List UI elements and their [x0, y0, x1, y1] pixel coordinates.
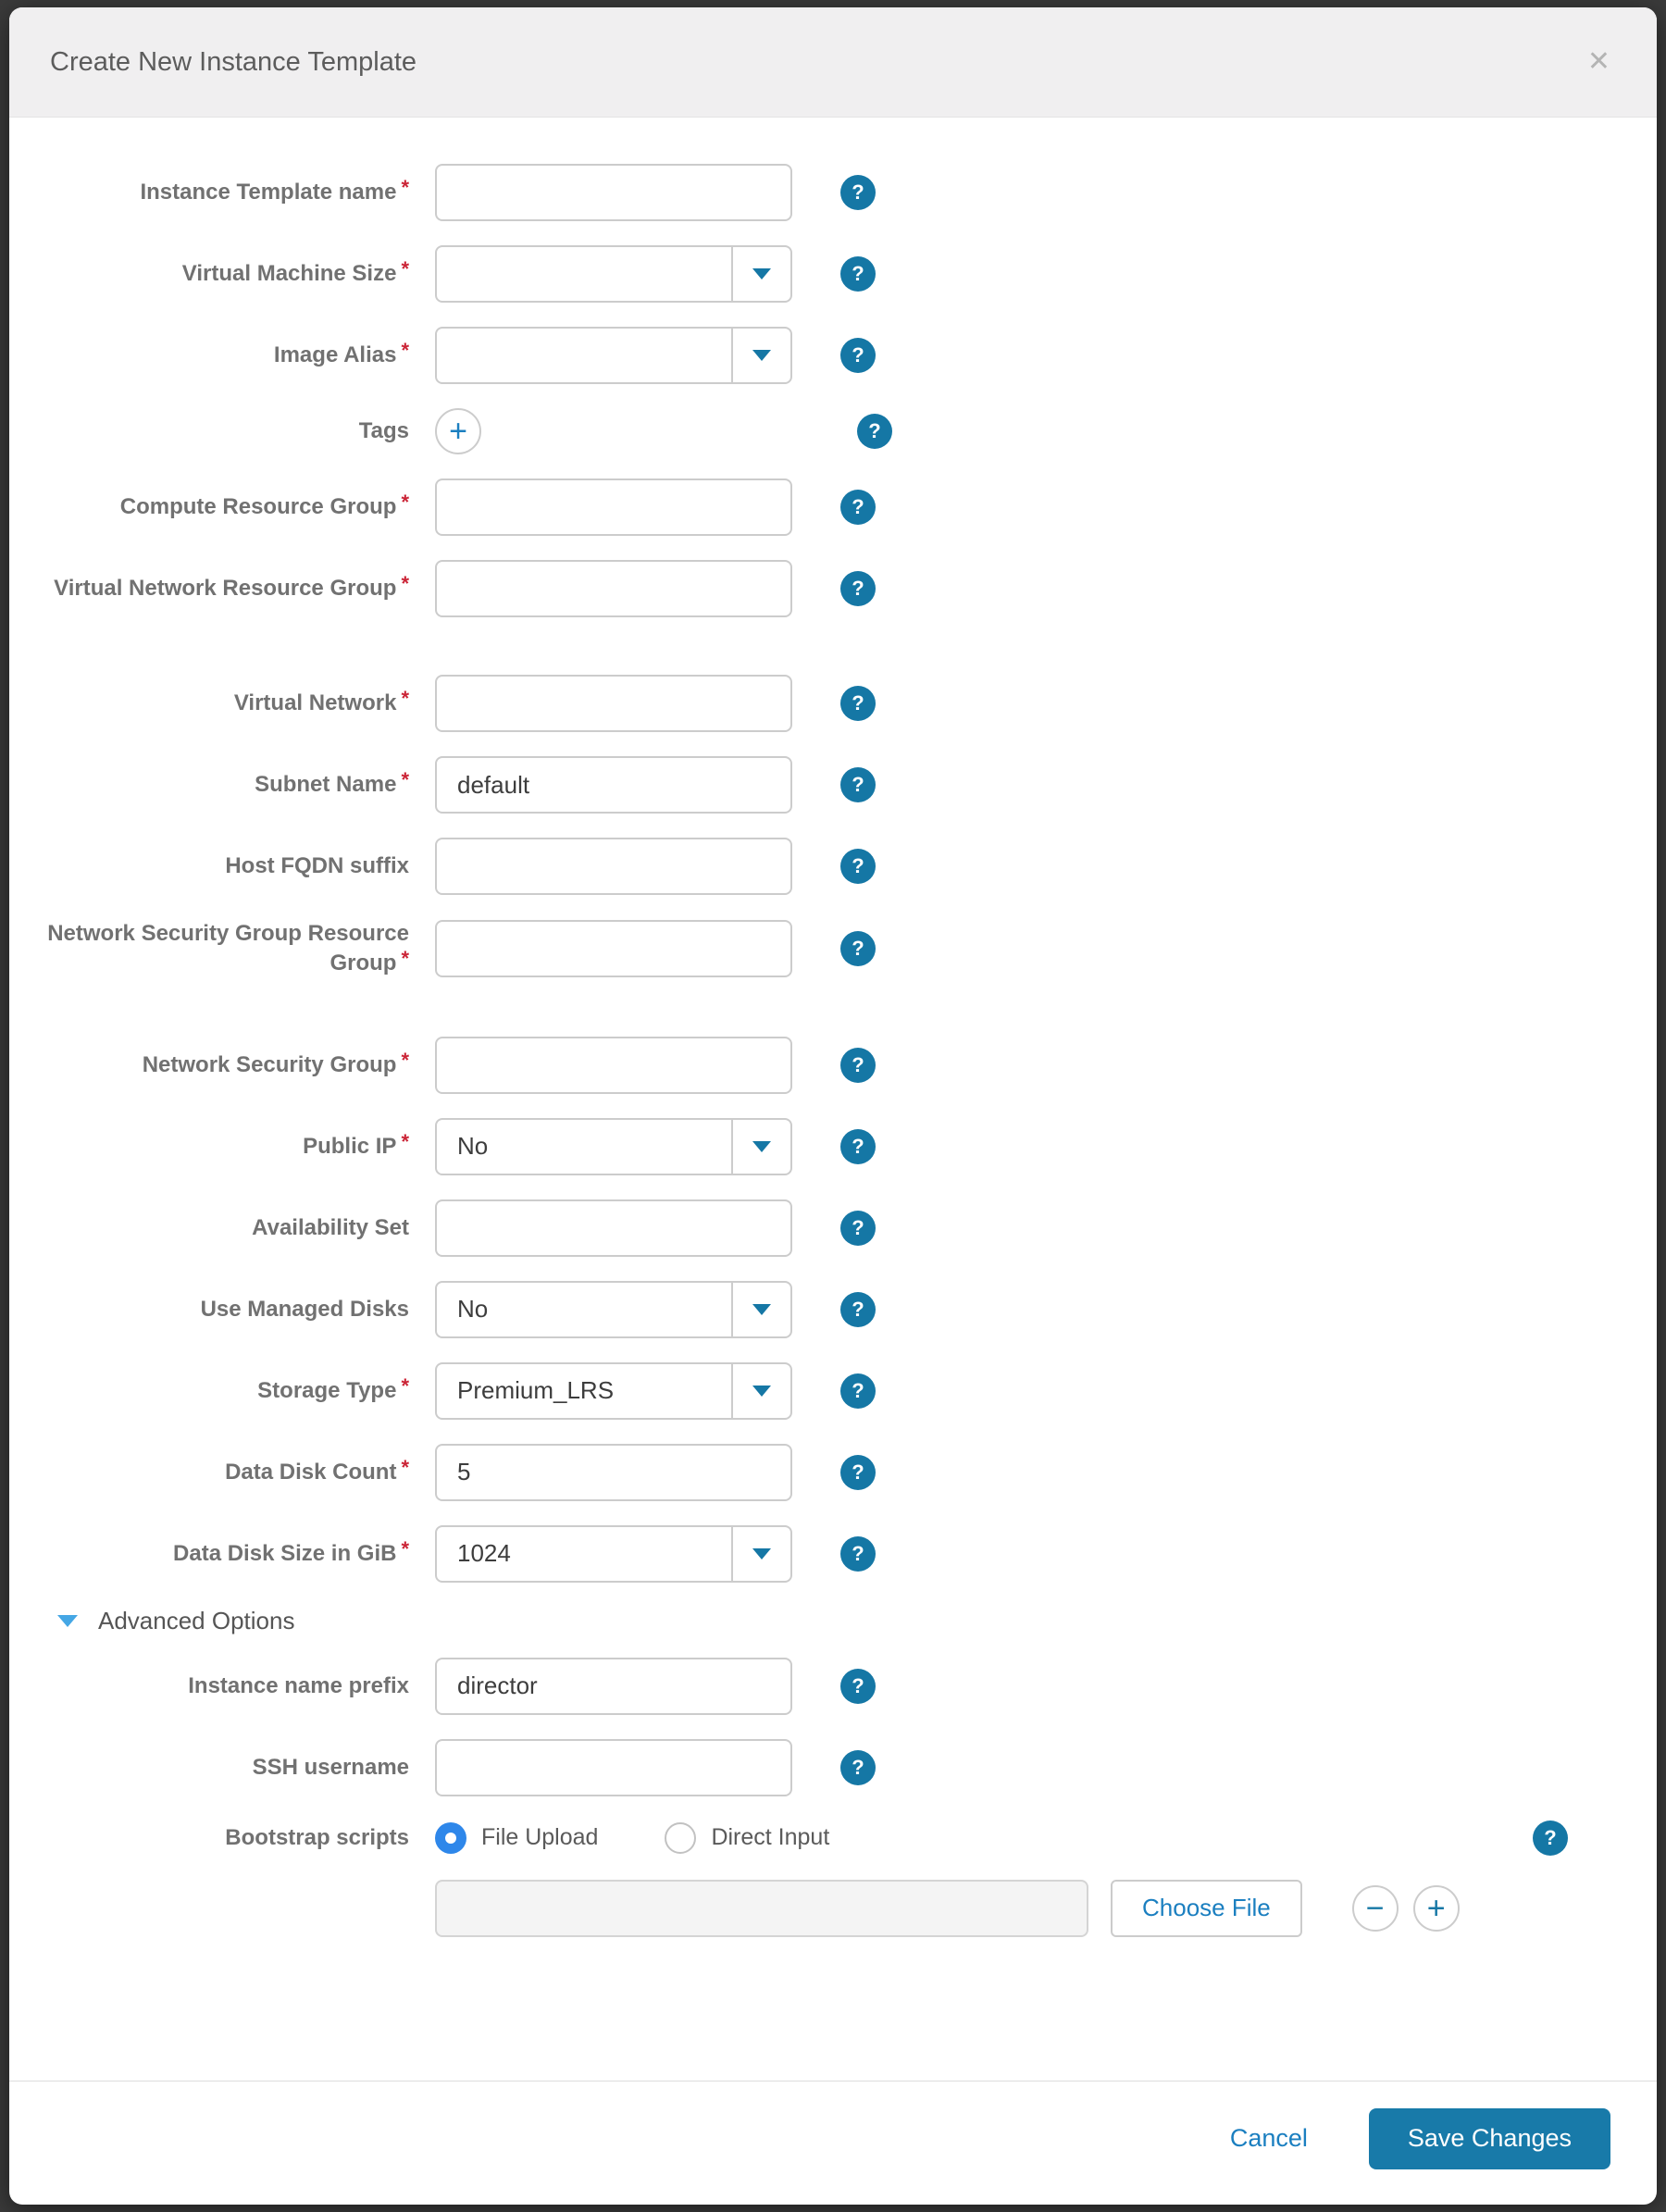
field-label-use-managed-disks: Use Managed Disks — [200, 1296, 409, 1322]
caret-down-icon — [752, 1304, 771, 1315]
advanced-options-label: Advanced Options — [98, 1606, 295, 1634]
caret-down-icon — [752, 1548, 771, 1560]
field-label-ssh-username: SSH username — [252, 1754, 409, 1780]
field-label-virtual-machine-size: Virtual Machine Size * — [181, 256, 409, 286]
required-marker: * — [401, 1536, 409, 1560]
choose-file-button[interactable]: Choose File — [1111, 1880, 1302, 1937]
radio-unselected-icon[interactable] — [665, 1822, 696, 1854]
advanced-options-toggle[interactable] — [57, 1607, 1657, 1635]
field-row-data-disk-size-in-gib — [9, 1525, 1657, 1583]
ssh-username-input[interactable] — [435, 1739, 792, 1796]
use-managed-disks-select[interactable] — [435, 1281, 792, 1338]
required-marker: * — [401, 767, 409, 791]
required-marker: * — [401, 175, 409, 199]
network-security-group-input[interactable] — [435, 1037, 792, 1094]
virtual-network-resource-group-input[interactable] — [435, 560, 792, 617]
help-icon-instance-template-name[interactable]: ? — [840, 175, 876, 210]
bootstrap-file-path-input[interactable] — [435, 1880, 1088, 1937]
field-row-instance-name-prefix — [9, 1658, 1657, 1715]
field-label-availability-set: Availability Set — [252, 1214, 409, 1240]
use-managed-disks-selected-value: No — [437, 1283, 733, 1336]
add-script-button[interactable]: + — [1413, 1885, 1460, 1932]
field-label-data-disk-count: Data Disk Count * — [225, 1455, 409, 1485]
field-row-virtual-network — [9, 675, 1657, 732]
help-icon-virtual-machine-size[interactable]: ? — [840, 256, 876, 292]
field-label-storage-type: Storage Type * — [257, 1373, 409, 1403]
help-icon-host-fqdn-suffix[interactable]: ? — [840, 849, 876, 884]
field-label-subnet-name: Subnet Name * — [255, 767, 409, 797]
image-alias-selected-value — [437, 329, 733, 382]
public-ip-select[interactable] — [435, 1118, 792, 1175]
instance-template-name-input[interactable] — [435, 164, 792, 221]
help-icon-virtual-network[interactable]: ? — [840, 686, 876, 721]
remove-script-button[interactable]: − — [1352, 1885, 1399, 1932]
bootstrap-file-row — [9, 1880, 1657, 1937]
field-label-virtual-network-resource-group: Virtual Network Resource Group * — [54, 571, 409, 601]
field-row-availability-set — [9, 1199, 1657, 1257]
public-ip-selected-value: No — [437, 1120, 733, 1174]
bootstrap-scripts-label: Bootstrap scripts — [225, 1824, 409, 1850]
instance-name-prefix-input[interactable] — [435, 1658, 792, 1715]
field-label-network-security-group: Network Security Group * — [142, 1048, 409, 1077]
help-icon-network-security-group[interactable]: ? — [840, 1048, 876, 1083]
radio-option-label: File Upload — [481, 1824, 599, 1851]
cancel-button[interactable]: Cancel — [1229, 2124, 1308, 2152]
dropdown-arrow-button[interactable] — [733, 1364, 790, 1418]
help-icon-availability-set[interactable]: ? — [840, 1211, 876, 1246]
help-icon-subnet-name[interactable]: ? — [840, 767, 876, 802]
subnet-name-input[interactable] — [435, 756, 792, 814]
save-changes-button[interactable]: Save Changes — [1369, 2108, 1610, 2169]
help-icon-network-security-group-resource-group[interactable]: ? — [840, 931, 876, 966]
dialog-body — [9, 118, 1657, 2081]
host-fqdn-suffix-input[interactable] — [435, 838, 792, 895]
help-icon-tags[interactable]: ? — [857, 414, 892, 449]
radio-option-direct-input[interactable] — [665, 1822, 829, 1854]
required-marker: * — [401, 490, 409, 514]
field-row-virtual-machine-size — [9, 245, 1657, 303]
storage-type-selected-value: Premium_LRS — [437, 1364, 733, 1418]
caret-down-icon — [752, 350, 771, 361]
caret-down-icon — [752, 1141, 771, 1152]
required-marker: * — [401, 686, 409, 710]
dialog-footer — [9, 2081, 1657, 2205]
field-row-network-security-group — [9, 1037, 1657, 1094]
help-icon-storage-type[interactable]: ? — [840, 1373, 876, 1409]
field-row-data-disk-count — [9, 1444, 1657, 1501]
field-label-instance-template-name: Instance Template name * — [140, 175, 409, 205]
field-label-virtual-network: Virtual Network * — [233, 686, 409, 715]
help-icon-instance-name-prefix[interactable]: ? — [840, 1669, 876, 1704]
virtual-machine-size-select[interactable] — [435, 245, 792, 303]
field-row-subnet-name — [9, 756, 1657, 814]
bootstrap-scripts-row — [9, 1821, 1657, 1856]
help-icon-public-ip[interactable]: ? — [840, 1129, 876, 1164]
storage-type-select[interactable] — [435, 1362, 792, 1420]
network-security-group-resource-group-input[interactable] — [435, 920, 792, 977]
field-row-tags — [9, 408, 1657, 454]
dialog-header — [9, 7, 1657, 118]
caret-down-icon — [752, 1386, 771, 1397]
field-label-compute-resource-group: Compute Resource Group * — [119, 490, 409, 519]
form-fields — [9, 164, 1657, 1583]
required-marker: * — [401, 1129, 409, 1153]
field-row-image-alias — [9, 327, 1657, 384]
field-row-public-ip — [9, 1118, 1657, 1175]
field-label-data-disk-size-in-gib: Data Disk Size in GiB * — [173, 1536, 409, 1566]
radio-option-label: Direct Input — [711, 1824, 830, 1851]
help-icon-compute-resource-group[interactable]: ? — [840, 490, 876, 525]
tags-add-button[interactable]: + — [435, 408, 481, 454]
required-marker: * — [401, 947, 409, 971]
field-row-use-managed-disks — [9, 1281, 1657, 1338]
bootstrap-scripts-radio-group — [435, 1822, 829, 1854]
chevron-down-icon — [57, 1615, 78, 1627]
required-marker: * — [401, 338, 409, 362]
help-icon-image-alias[interactable]: ? — [840, 338, 876, 373]
field-row-virtual-network-resource-group — [9, 560, 1657, 617]
help-icon-bootstrap-scripts[interactable]: ? — [1533, 1821, 1568, 1856]
help-icon-use-managed-disks[interactable]: ? — [840, 1292, 876, 1327]
dropdown-arrow-button[interactable] — [733, 1527, 790, 1581]
advanced-fields — [9, 1658, 1657, 1796]
field-label-host-fqdn-suffix: Host FQDN suffix — [225, 852, 409, 878]
virtual-network-input[interactable] — [435, 675, 792, 732]
radio-option-file-upload[interactable] — [435, 1822, 598, 1854]
field-row-host-fqdn-suffix — [9, 838, 1657, 895]
field-label-tags: Tags — [358, 417, 409, 443]
field-row-network-security-group-resource-group — [9, 919, 1657, 979]
dropdown-arrow-button[interactable] — [733, 1120, 790, 1174]
required-marker: * — [401, 1373, 409, 1398]
radio-selected-icon[interactable] — [435, 1822, 466, 1854]
required-marker: * — [401, 1455, 409, 1479]
dropdown-arrow-button[interactable] — [733, 247, 790, 301]
field-row-storage-type — [9, 1362, 1657, 1420]
compute-resource-group-input[interactable] — [435, 478, 792, 536]
field-row-instance-template-name — [9, 164, 1657, 221]
data-disk-size-in-gib-selected-value: 1024 — [437, 1527, 733, 1581]
close-icon[interactable]: ✕ — [1586, 46, 1610, 77]
field-label-network-security-group-resource-group: Network Security Group Resource Group * — [47, 921, 409, 976]
help-icon-virtual-network-resource-group[interactable]: ? — [840, 571, 876, 606]
help-icon-ssh-username[interactable]: ? — [840, 1750, 876, 1785]
virtual-machine-size-selected-value — [437, 247, 733, 301]
data-disk-count-input[interactable] — [435, 1444, 792, 1501]
help-icon-data-disk-count[interactable]: ? — [840, 1455, 876, 1490]
field-label-image-alias: Image Alias * — [273, 338, 409, 367]
required-marker: * — [401, 256, 409, 280]
availability-set-input[interactable] — [435, 1199, 792, 1257]
dialog-title: Create New Instance Template — [50, 46, 417, 77]
data-disk-size-in-gib-select[interactable] — [435, 1525, 792, 1583]
image-alias-select[interactable] — [435, 327, 792, 384]
field-label-instance-name-prefix: Instance name prefix — [188, 1672, 409, 1698]
dropdown-arrow-button[interactable] — [733, 329, 790, 382]
field-row-compute-resource-group — [9, 478, 1657, 536]
dropdown-arrow-button[interactable] — [733, 1283, 790, 1336]
create-instance-template-dialog — [9, 7, 1657, 2205]
field-row-ssh-username — [9, 1739, 1657, 1796]
caret-down-icon — [752, 268, 771, 280]
required-marker: * — [401, 1048, 409, 1072]
field-label-public-ip: Public IP * — [303, 1129, 409, 1159]
required-marker: * — [401, 571, 409, 595]
help-icon-data-disk-size-in-gib[interactable]: ? — [840, 1536, 876, 1572]
